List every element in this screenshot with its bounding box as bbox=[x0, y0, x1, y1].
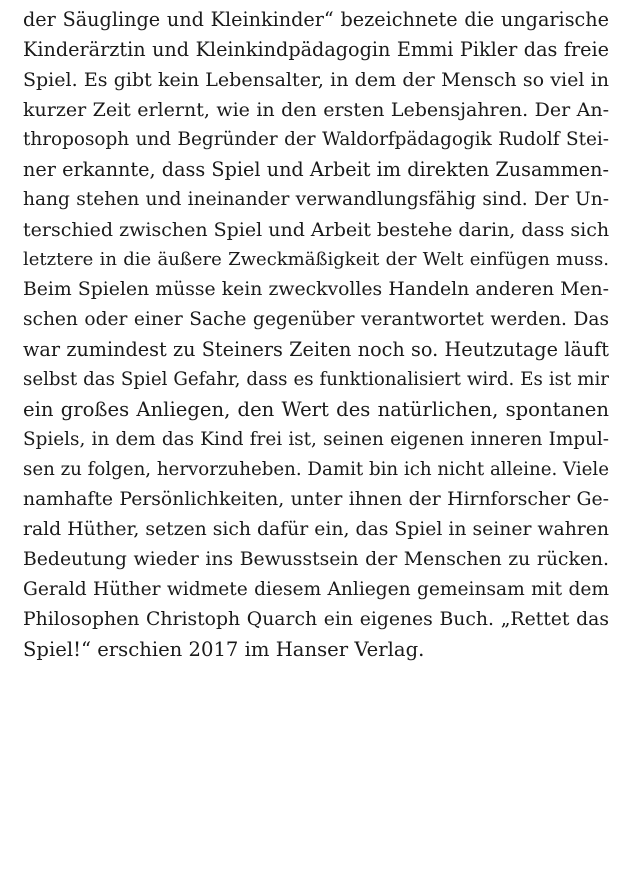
text-line: selbst das Spiel Gefahr, dass es funktionalisiert wird. Es ist mir bbox=[23, 369, 609, 390]
text-line: rald Hüther, setzen sich dafür ein, das Spiel in seiner wahren bbox=[23, 519, 609, 540]
text-line: Kinderärztin und Kleinkindpädagogin Emmi Pikler das freie bbox=[23, 38, 609, 61]
text-line: terschied zwischen Spiel und Arbeit bestehe darin, dass sich bbox=[23, 219, 610, 241]
text-line: war zumindest zu Steiners Zeiten noch so. Heutzutage läuft bbox=[23, 338, 609, 361]
text-line: ein großes Anliegen, den Wert des natürlichen, spontanen bbox=[23, 398, 609, 421]
text-line: schen oder einer Sache gegenüber verantwortet werden. Das bbox=[23, 309, 609, 330]
text-line: throposoph und Begründer der Waldorfpädagogik Rudolf Stei- bbox=[23, 129, 609, 150]
text-line: hang stehen und ineinander verwandlungsfähig sind. Der Un- bbox=[23, 189, 609, 210]
text-line: Spiels, in dem das Kind frei ist, seinen eigenen inneren Impul- bbox=[23, 429, 609, 450]
text-line: kurzer Zeit erlernt, wie in den ersten Lebensjahren. Der An- bbox=[23, 99, 609, 121]
text-line: Philosophen Christoph Quarch ein eigenes Buch. „Rettet das bbox=[23, 609, 609, 630]
text-line: Gerald Hüther widmete diesem Anliegen gemeinsam mit dem bbox=[23, 579, 609, 600]
text-line: der Säuglinge und Kleinkinder“ bezeichnete die ungarische bbox=[23, 8, 609, 31]
text-line: sen zu folgen, hervorzuheben. Damit bin ich nicht alleine. Viele bbox=[23, 459, 610, 480]
text-line: Bedeutung wieder ins Bewusstsein der Menschen zu rücken. bbox=[23, 549, 609, 570]
text-line: ner erkannte, dass Spiel und Arbeit im direkten Zusammen- bbox=[23, 158, 609, 181]
text-line: Beim Spielen müsse kein zweckvolles Handeln anderen Men- bbox=[23, 279, 609, 300]
text-line: letztere in die äußere Zweckmäßigkeit der Welt einfügen muss. bbox=[23, 249, 609, 270]
text-line: namhafte Persönlichkeiten, unter ihnen der Hirnforscher Ge- bbox=[23, 489, 609, 510]
text-line-last: Spiel!“ erschien 2017 im Hanser Verlag. bbox=[23, 638, 425, 661]
page-text-block bbox=[23, 5, 609, 665]
text-line: Spiel. Es gibt kein Lebensalter, in dem der Mensch so viel in bbox=[23, 69, 609, 91]
